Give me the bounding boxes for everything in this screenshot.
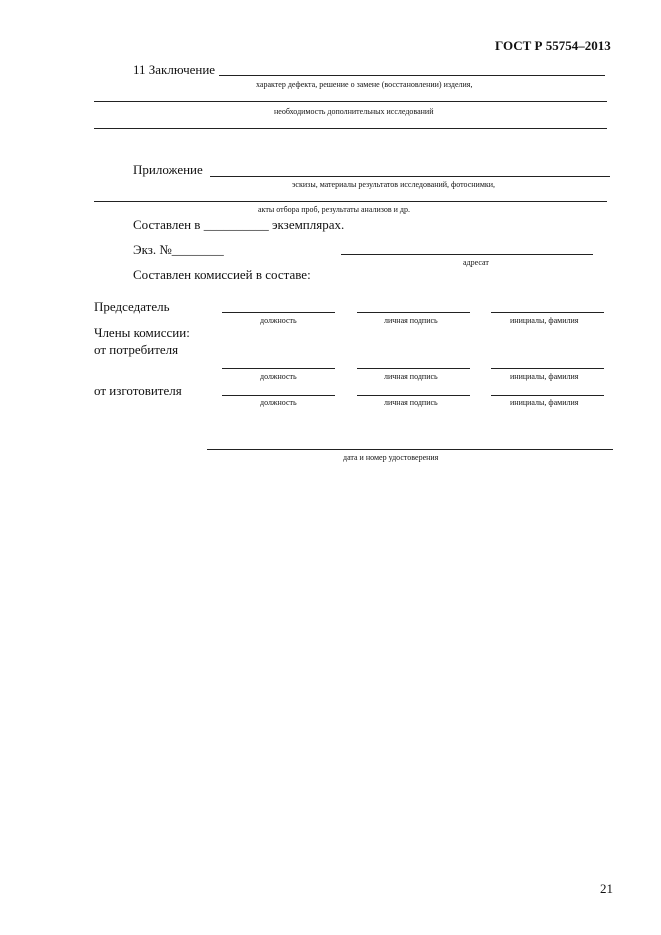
manufacturer-name-caption: инициалы, фамилия [510,398,579,407]
conclusion-line-1 [219,75,605,76]
appendix-line-2 [94,201,607,202]
consumer-name-line [491,368,604,369]
certificate-label: дата и номер удостоверения [343,453,439,462]
members-label: Члены комиссии: [94,325,190,340]
copies-blank: __________ [203,217,269,232]
chairman-signature-caption: личная подпись [384,316,438,325]
consumer-name-caption: инициалы, фамилия [510,372,579,381]
manufacturer-signature-line [357,395,470,396]
appendix-hint-1: эскизы, материалы результатов исследований, фотоснимки, [292,180,496,189]
conclusion-label: 11 Заключение [133,62,216,77]
chairman-label: Председатель [94,299,170,314]
chairman-name-caption: инициалы, фамилия [510,316,579,325]
consumer-position-caption: должность [260,372,297,381]
conclusion-line-2 [94,101,607,102]
appendix-line-1 [210,176,610,177]
manufacturer-name-line [491,395,604,396]
chairman-position-line [222,312,335,313]
conclusion-hint-2: необходимость дополнительных исследований [274,107,434,116]
appendix-hint-2: акты отбора проб, результаты анализов и др. [258,205,410,214]
page-number: 21 [600,881,613,896]
chairman-signature-line [357,312,470,313]
conclusion-line-3 [94,128,607,129]
copies-prefix: Составлен в [133,217,201,232]
addressee-line [341,254,593,255]
conclusion-hint-1: характер дефекта, решение о замене (восстановлении) изделия, [256,80,473,89]
manufacturer-signature-caption: личная подпись [384,398,438,407]
copy-number [133,242,224,258]
chairman-position-caption: должность [260,316,297,325]
certificate-line [207,449,613,450]
standard-number: ГОСТ Р 55754–2013 [495,38,611,53]
consumer-signature-caption: личная подпись [384,372,438,381]
manufacturer-position-caption: должность [260,398,297,407]
consumer-position-line [222,368,335,369]
consumer-label: от потребителя [94,342,179,357]
appendix-label: Приложение [133,162,203,177]
manufacturer-label: от изготовителя [94,383,182,398]
copies-line [133,217,344,233]
addressee-label: адресат [463,258,489,267]
chairman-name-line [491,312,604,313]
copy-number-label: Экз. № [133,242,172,257]
consumer-signature-line [357,368,470,369]
copy-number-blank: ________ [171,242,224,257]
manufacturer-position-line [222,395,335,396]
copies-suffix: экземплярах. [271,217,345,232]
commission-intro: Составлен комиссией в составе: [133,267,311,282]
